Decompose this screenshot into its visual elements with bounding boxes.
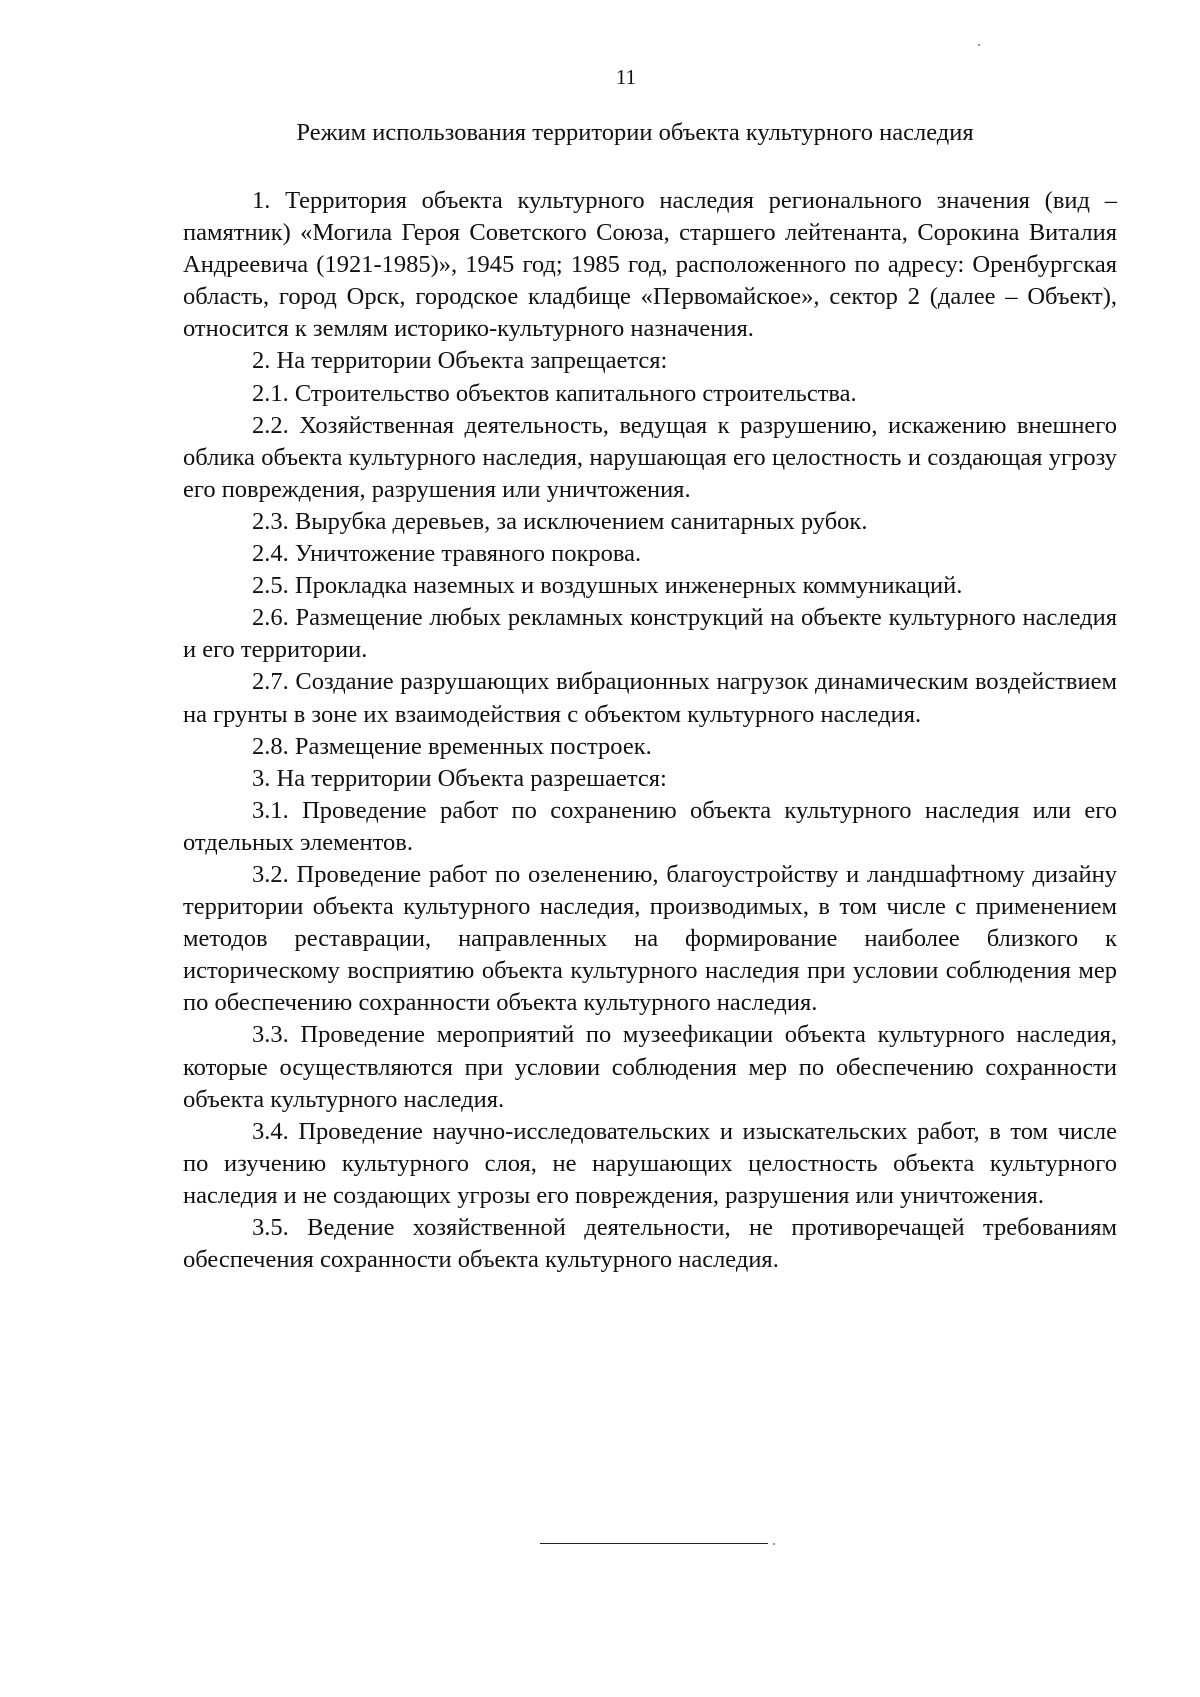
paragraph-permission-3-2: 3.2. Проведение работ по озеленению, благоустройству и ландшафтному дизайну территории объекта культурного наследия, производимых, в том числе с применением методов реставрации, направленных на формирование наиболее близкого к историческому восприятию объекта культурного наследия при условии соблюдения мер по обеспечению сохранности объекта культурного наследия. — [183, 860, 1117, 1017]
document-body — [183, 185, 1117, 1276]
paragraph-prohibition-2-2: 2.2. Хозяйственная деятельность, ведущая к разрушению, искажению внешнего облика объекта культурного наследия, нарушающая его целостность и создающая угрозу его повреждения, разрушения или уничтожения. — [183, 411, 1117, 503]
paragraph-permission-3-3: 3.3. Проведение мероприятий по музеефикации объекта культурного наследия, которые осуществляются при условии соблюдения мер по обеспечению сохранности объекта культурного наследия. — [183, 1021, 1117, 1113]
paragraph-prohibitions-heading: 2. На территории Объекта запрещается: — [252, 347, 668, 375]
page-number: 11 — [615, 65, 637, 89]
paragraph-prohibition-2-3: 2.3. Вырубка деревьев, за исключением санитарных рубок. — [252, 507, 868, 535]
end-of-document-rule — [540, 1543, 768, 1544]
paragraph-prohibition-2-6: 2.6. Размещение любых рекламных конструкций на объекте культурного наследия и его территории. — [183, 604, 1117, 664]
paragraph-permissions-heading: 3. На территории Объекта разрешается: — [252, 764, 667, 792]
document-title: Режим использования территории объекта культурного наследия — [296, 119, 974, 146]
paragraph-permission-3-4: 3.4. Проведение научно-исследовательских и изыскательских работ, в том числе по изучению культурного слоя, не нарушающих целостность объекта культурного наследия и не создающих угрозы его повреждения, разрушения или уничтожения. — [183, 1117, 1117, 1209]
paragraph-prohibition-2-5: 2.5. Прокладка наземных и воздушных инженерных коммуникаций. — [252, 572, 963, 600]
paragraph-prohibition-2-8: 2.8. Размещение временных построек. — [252, 732, 652, 760]
paragraph-prohibition-2-4: 2.4. Уничтожение травяного покрова. — [252, 540, 642, 568]
paragraph-prohibition-2-1: 2.1. Строительство объектов капитального строительства. — [252, 379, 857, 407]
scan-speck — [978, 44, 980, 46]
paragraph-permission-3-1: 3.1. Проведение работ по сохранению объекта культурного наследия или его отдельных элементов. — [183, 796, 1117, 856]
scan-speck — [773, 1543, 775, 1545]
paragraph-permission-3-5: 3.5. Ведение хозяйственной деятельности, не противоречащей требованиям обеспечения сохранности объекта культурного наследия. — [183, 1214, 1117, 1274]
paragraph-prohibition-2-7: 2.7. Создание разрушающих вибрационных нагрузок динамическим воздействием на грунты в зоне их взаимодействия с объектом культурного наследия. — [183, 668, 1117, 728]
paragraph-territory-definition: 1. Территория объекта культурного наследия регионального значения (вид – памятник) «Могила Героя Советского Союза, старшего лейтенанта, Сорокина Виталия Андреевича (1921-1985)», 1945 год; 1985 год, расположенного по адресу: Оренбургская область, город Орск, городское кладбище «Первомайское», сектор 2 (далее – Объект), относится к землям историко-культурного назначения. — [183, 187, 1117, 343]
